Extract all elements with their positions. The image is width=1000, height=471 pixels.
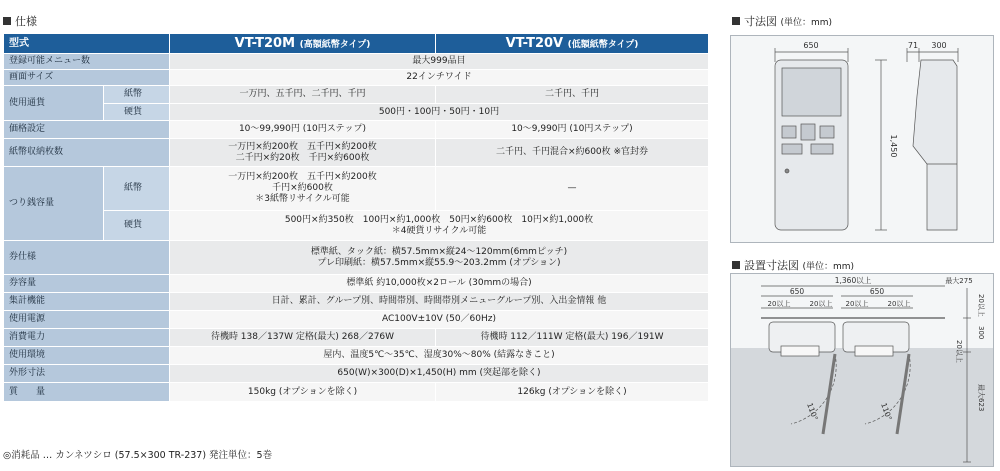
angle-right-label: 110°	[879, 401, 894, 422]
machine-side-outline	[913, 60, 957, 230]
consumables-footnote: ◎消耗品 … カンネツシロ (57.5×300 TR-237) 発注単位：5巻	[3, 450, 273, 461]
door-depth-label: 最大623	[977, 384, 985, 412]
row-value-b: —	[436, 167, 709, 211]
header-model-b: VT-T20V (低額紙幣タイプ)	[436, 34, 709, 54]
side-protrusion-label: 71	[907, 41, 919, 50]
row-value: 最大999品目	[170, 54, 709, 70]
row-value-b: 10～9,990円 (10円ステップ)	[436, 121, 709, 139]
table-row	[4, 211, 709, 241]
row-value-b: 待機時 112／111W 定格(最大) 196／191W	[436, 329, 709, 347]
row-label: 使用通貨	[4, 86, 104, 121]
row-value: 22インチワイド	[170, 70, 709, 86]
row-label: 使用電源	[4, 311, 170, 329]
row-value-b: 二千円、千円	[436, 86, 709, 104]
row-value-b: 126kg (オプションを除く)	[436, 383, 709, 402]
table-row	[4, 167, 709, 211]
row-label: 使用環境	[4, 347, 170, 365]
spec-table	[3, 33, 709, 402]
height-label: 1,450	[889, 134, 898, 158]
square-bullet-icon	[732, 17, 740, 25]
row-label: 紙幣収納枚数	[4, 139, 170, 167]
row-value: AC100V±10V (50／60Hz)	[170, 311, 709, 329]
table-row	[4, 139, 709, 167]
installation-drawing	[730, 273, 994, 467]
install-drawing-title: 設置寸法図 (単位：mm)	[732, 257, 854, 273]
row-value-a: 一万円×約200枚 五千円×約200枚 千円×約600枚 ＊3紙幣リサイクル可能	[170, 167, 436, 211]
row-value: 屋内、温度5℃～35℃、湿度30%～80% (結露なきこと)	[170, 347, 709, 365]
table-row	[4, 86, 709, 104]
table-row	[4, 70, 709, 86]
table-row	[4, 293, 709, 311]
table-row	[4, 365, 709, 383]
row-sub-label: 紙幣	[104, 86, 170, 104]
right-gap-top-label: 20以上	[977, 294, 985, 317]
machine-screen	[782, 68, 841, 116]
total-width-label: 1,360以上	[834, 276, 872, 285]
gap-label: 20以上	[767, 300, 791, 308]
unit-width-left-label: 650	[789, 287, 805, 296]
row-label: 質 量	[4, 383, 170, 402]
table-row	[4, 347, 709, 365]
angle-left-label: 110°	[805, 401, 820, 422]
table-row	[4, 275, 709, 293]
depth-label: 300	[931, 41, 947, 50]
header-model-a: VT-T20M (高額紙幣タイプ)	[170, 34, 436, 54]
table-row	[4, 329, 709, 347]
row-value: 500円×約350枚 100円×約1,000枚 50円×約600枚 10円×約1,000枚 ＊4硬貨リサイクル可能	[170, 211, 709, 241]
spec-section-title: 仕様	[3, 13, 37, 29]
row-label: つり銭容量	[4, 167, 104, 241]
table-row	[4, 311, 709, 329]
table-row	[4, 121, 709, 139]
row-label: 券仕様	[4, 241, 170, 275]
gap-label: 20以上	[809, 300, 833, 308]
row-value-a: 10～99,990円 (10円ステップ)	[170, 121, 436, 139]
row-label: 消費電力	[4, 329, 170, 347]
row-value: 日計、累計、グループ別、時間帯別、時間帯別メニューグループ別、入出金情報 他	[170, 293, 709, 311]
square-bullet-icon	[732, 261, 740, 269]
row-label: 券容量	[4, 275, 170, 293]
table-row	[4, 104, 709, 121]
row-value-a: 一万円、五千円、二千円、千円	[170, 86, 436, 104]
row-sub-label: 紙幣	[104, 167, 170, 211]
dimension-drawing-svg	[731, 36, 993, 242]
max-depth-label: 最大275	[945, 277, 973, 285]
row-value: 650(W)×300(D)×1,450(H) mm (突起部を除く)	[170, 365, 709, 383]
row-label: 画面サイズ	[4, 70, 170, 86]
table-row	[4, 54, 709, 70]
gap-label: 20以上	[887, 300, 911, 308]
table-header-row	[4, 34, 709, 54]
row-value-a: 待機時 138／137W 定格(最大) 268／276W	[170, 329, 436, 347]
dimension-drawing-title: 寸法図 (単位：mm)	[732, 13, 832, 29]
row-value: 標準紙、タック紙：横57.5mm×縦24～120mm(6mmピッチ) プレ印刷紙：横57.5mm×縦55.9～203.2mm (オプション)	[170, 241, 709, 275]
row-sub-label: 硬貨	[104, 104, 170, 121]
header-model-label: 型式	[4, 34, 170, 54]
right-gap-mid-label: 20以上	[955, 340, 963, 363]
depth-label: 300	[977, 326, 985, 340]
row-label: 登録可能メニュー数	[4, 54, 170, 70]
square-bullet-icon	[3, 17, 11, 25]
width-label: 650	[803, 41, 819, 50]
row-value: 500円・100円・50円・10円	[170, 104, 709, 121]
unit-width-right-label: 650	[869, 287, 885, 296]
row-label: 外形寸法	[4, 365, 170, 383]
row-value-a: 一万円×約200枚 五千円×約200枚 二千円×約20枚 千円×約600枚	[170, 139, 436, 167]
row-sub-label: 硬貨	[104, 211, 170, 241]
row-value-b: 二千円、千円混合×約600枚 ※官封券	[436, 139, 709, 167]
installation-drawing-svg	[731, 274, 993, 466]
row-value-a: 150kg (オプションを除く)	[170, 383, 436, 402]
row-label: 価格設定	[4, 121, 170, 139]
gap-label: 20以上	[845, 300, 869, 308]
table-row	[4, 383, 709, 402]
table-row	[4, 241, 709, 275]
dimension-drawing	[730, 35, 994, 243]
row-value: 標準紙 約10,000枚×2ロール (30mmの場合)	[170, 275, 709, 293]
row-label: 集計機能	[4, 293, 170, 311]
